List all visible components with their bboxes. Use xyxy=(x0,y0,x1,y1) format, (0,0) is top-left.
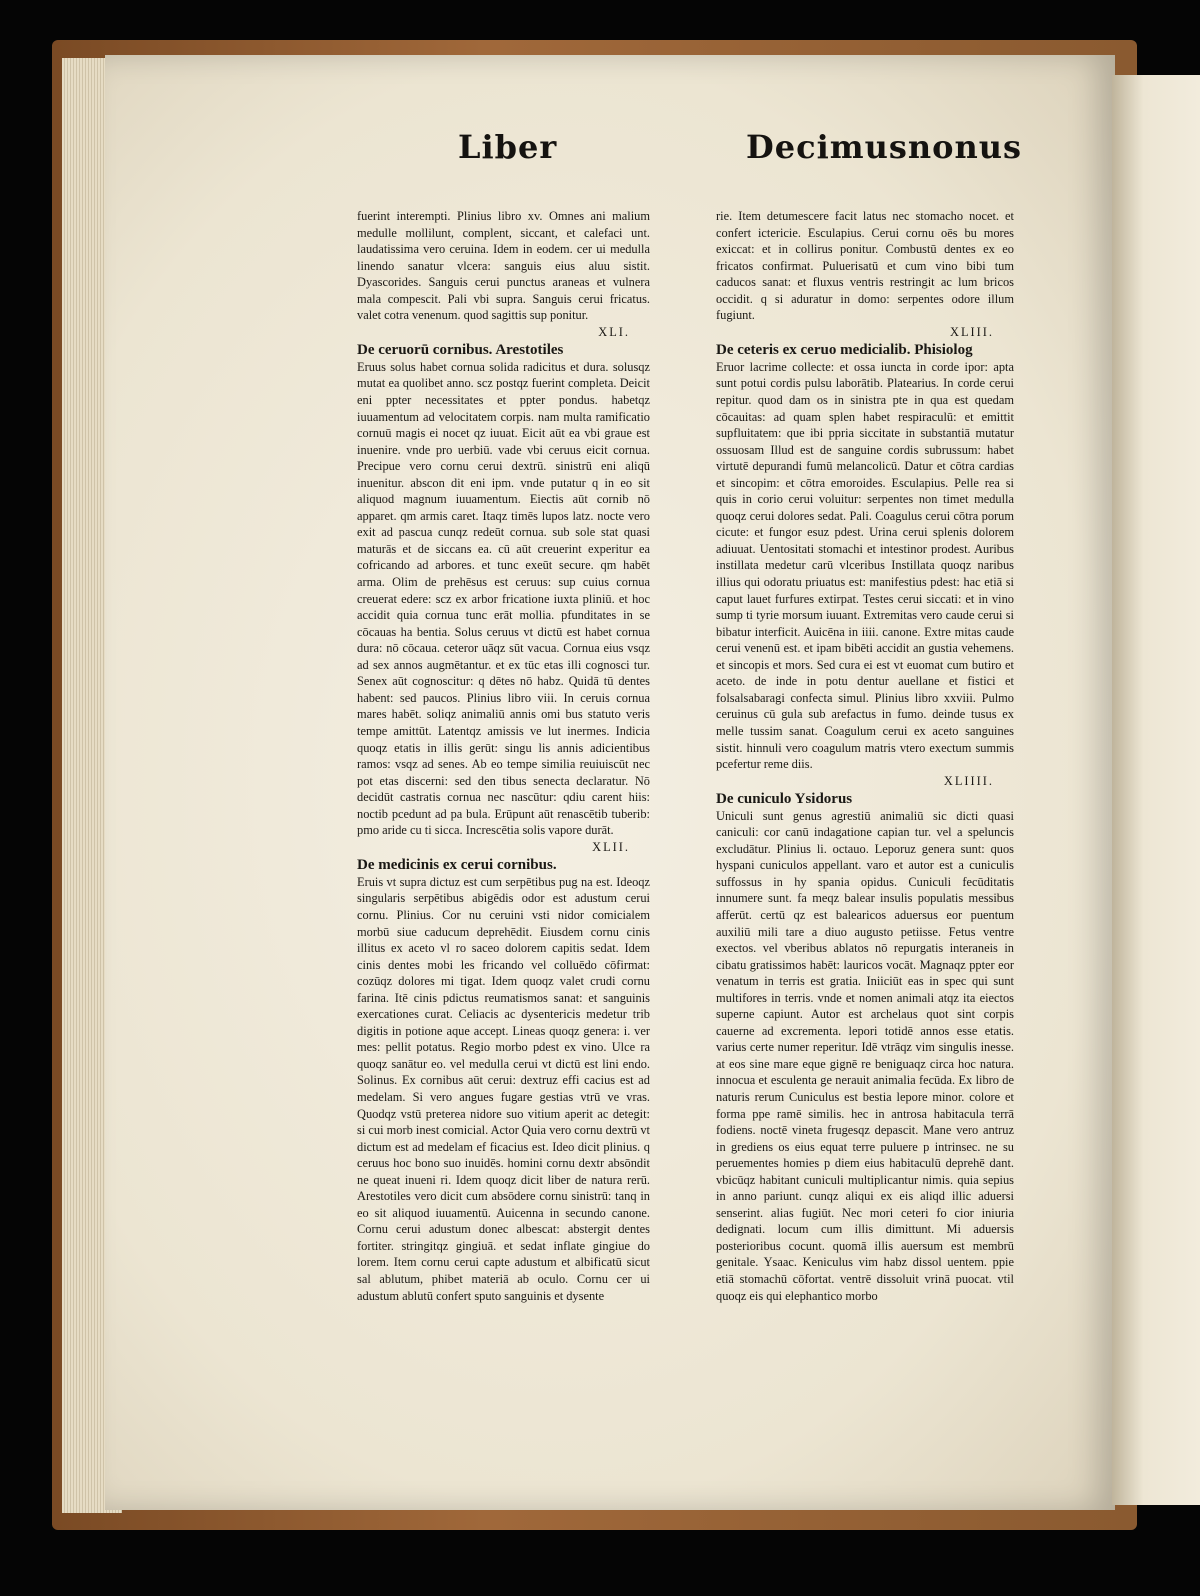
chapter-number: XLIII. xyxy=(950,324,994,339)
text-column-left xyxy=(357,208,650,1304)
paragraph: Uniculi sunt genus agrestiū animaliū sic dicti quasi caniculi: cor canū indagatione capian tur. vel a speluncis excludātur. Plinius li. octauo. Leporuz genera sunt: quos hyspani cuniculos appellant. varo et autor est a cuniculis suffossus in hy spania opidus. Cuniculi fecūditatis innumere sunt. fa meqz balear insulis populatis messibus afferūt. certū qz est balearicos aduersus eor puentum auxiliū mili tare a diuo augusto petiisse. Fetus ventre exectos. vel vberibus ablatos nō repurgatis interaneis in cibatu gratissimos habēt: lauricos vocāt. Magnaqz ppter eor venatum in terris est gratia. Iniiciūt eas in spec qui sunt multifores in terris. vnde et nomen animali atqz ita eiectos superne capiunt. Autor est archelaus quot sint corpis cauerne ad excrementa. lepori totidē annos esse etatis. varius certe numer reperitur. Idē vtrāqz vim singulis inesse. at eos sine mare eque gignē re beniguaqz circa hoc natura. innocua et esculenta ge nerauit animalia fecūda. Ex libro de naturis rerum Cuniculus est bestia lepore minor. colore et forma ppe ramē similis. hec in antrosa habitacula terrā fodiens. noctē vineta frugesqz depascit. Mane vero antruz in grediens os eius equat terre puluere p intrinsec. ne su peruementes homies p diem eius habitaculū deprehē dant. vbicūqz habitant cuniculi multiplicantur nimis. quia sepius in anno pariunt. cunqz aliqui ex eis aliqd illic aduersi senserint. alias fugiūt. Nec mori ceteri fo cior iniuria dedignati. locum cum illis dimittunt. Mi aduersis posterioribus cocunt. quomā illis auersum est membrū genitale. Ysaac. Keniculus vim habz dissol uentem. ppie etiā stomachū cōfortat. ventrē dissoluit vrinā puocat. vtil quoqz eis qui elephantico morbo xyxy=(716,808,1014,1303)
paragraph: fuerint interempti. Plinius libro xv. Omnes ani malium medulle mollilunt, complent, siccant, et calefaci unt. laudatissima vero ceruina. Idem in eodem. cer ui medulla linendo sanatur vlcera: sanguis eius aluu sistit. Dyascorides. Sanguis cerui punctus araneas et vulnera mala compescit. Pali vbi supra. Sanguis cerui fricatus. valet cotra venenum. quod sagittis sup ponitur. xyxy=(357,209,650,323)
paragraph: Eruis vt supra dictuz est cum serpētibus pug na est. Ideoqz singularis serpētibus abigēdis odor est adustum cerui cornu. Plinius. Cor nu ceruini vsti nidor comicialem morbū siue caducum deprehēdit. Eiusdem cornu cinis illitus ex aceto vl ro saceo dolorem capitis sedat. Idem cinis dentes mobi les fricando vel colluēdo cōfirmat: cozūqz dolores mi tigat. Idem quoqz valet crudi cornu farina. Itē cinis pdictus reumatismos sanat: et sanguinis exercationes curat. Celiacis ac dysentericis medetur trib digitis in potione aque accept. Lineas quoqz genera: i. ver mes: pellit potatus. Regio morbo pdest ex vino. Ulce ra quoqz sanātur eo. vel medulla cerui vt dictū est lini endo. Solinus. Ex cornibus aūt cerui: dextruz effi cacius est ad medelam. Si vero angues fugare gestias vtrū ve vras. Quodqz vstū preterea nidore suo vitium aperit ac detegit: si cui morb inest comicial. Actor Quia vero cornu dextrū vt dictum est ad medelam ef ficacius est. Ideo dicit plinius. q ceruus hoc bono suo inuidēs. homini cornu dextr absōndit ne queat inueni ri. Idem quoqz dicit liber de natura rerū. Arestotiles vero dicit cum absōdere cornu sinistrū: tanq in eo sit aliquod iuuamentū. Auicenna in secundo canone. Cornu cerui adustum donec albescat: abstergit dentes fortiter. stringitqz gingiuā. et sedat inflate gingiue do lorem. Item cornu cerui capte adustum et albificatū sicut sal ablutum, phibet materiā ab oculo. Cornu cer ui adustum ablutū confert sputo sanguinis et dysente xyxy=(357,874,650,1303)
chapter-heading: De ceteris ex ceruo medicialib. Phisiolog xyxy=(716,342,973,359)
chapter-heading: De cuniculo Ysidorus xyxy=(716,791,853,808)
paragraph: rie. Item detumescere facit latus nec stomacho nocet. et confert ictericie. Esculapius. Cerui cornu oēs bu mores exiccat: et in collirus ponitur. Combustū dentes ex eo fricatos confirmat. Puluerisatū et cum vino bibi tum caducos sanat: et fluxus ventris restringit ac lum bricos occidit. q si aduratur in domo: serpentes odore illum fugiunt. xyxy=(716,209,1014,323)
chapter-number: XLIIII. xyxy=(943,773,994,788)
chapter-number: XLII. xyxy=(592,839,630,854)
running-head-left: Liber xyxy=(458,128,558,166)
facing-page-edge xyxy=(1112,75,1200,1505)
text-column-right xyxy=(716,208,1014,1304)
chapter-heading: De medicinis ex cerui cornibus. xyxy=(357,857,557,874)
running-head-right: Decimusnonus xyxy=(746,128,1023,166)
paragraph: Eruus solus habet cornua solida radicitus et dura. solusqz mutat ea quolibet anno. scz postqz fuerint completa. Deicit eni ppter necessitates et ppter pondus. habetqz iuuamentum ad velocitatem corpis. nam multa ramificatio cornuū magis ei nocet qz iuuat. Eicit aūt ea vbi graue est inuenire. vnde pro uerbiū. vade vbi ceruus eicit cornua. Precipue vero cornu cerui dextrū. sinistrū eni aliqū inuenitur. abscon dit eni ipm. vnde putatur q in eo sit aliquod magnum iuuamentum. Eiectis aūt cornib nō apparet. qm armis caret. Itaqz timēs lupos latz. nocte vero exit ad pascua cunqz redeūt cornua. sub sole stat quasi maturās et de siccans ea. cū aūt creuerint experitur ea cofricando ad arbores. et tunc exeūt secure. qm habēt arma. Olim de prehēsus est ceruus: sup cuius cornua creuerat edere: scz ex arbor fricatione iuxta pliniū. et hoc accidit quia cornua tunc erāt mollia. pfunditates in se cōcauas ha bentia. Solus ceruus vt dictū est habet cornua dura: nō cōcaua. ceteror uāqz sūt vacua. Cornua eius vsqz ad sex annos augmētantur. et ex tūc etas illi cognosci tur. Senex aūt cognoscitur: q dētes nō habz. Quidā tū dentes habent: sed paucos. Plinius libro viii. In ceruis cornua mares habēt. soliqz animaliū annis omi bus statuto veris tempe amittūt. Latentqz amissis ve lut inermes. Indicia quoqz etatis in illis gerūt: singu lis annis adicientibus ramos: vsqz ad senes. Ab eo tempe similia reuiuiscūt nec pot etas discerni: sed den tibus senecta declaratur. Nō decidūt castratis cornua nec nascūtur: qdiu carent hiis: noctib pcedunt ad pa bula. Erūpunt aūt renascētib tuberib: pmo aride cu ti sicca. Increscētia solis vapore durāt. xyxy=(357,359,650,838)
chapter-heading: De ceruorū cornibus. Arestotiles xyxy=(357,342,564,359)
paragraph: Eruor lacrime collecte: et ossa iuncta in corde ipor: apta sunt potui cordis pulsu laborātib. Platearius. In corde cerui repitur. quod dam os in sinistra pte in qua est quedam cōcauitas: ad quam splen habet respiraculū: et emittit supfluitatem: que ibi ppria siccitate in substantiā mutatur ossuosam Illud est de sanguine cordis subrussum: habet virtutē depurandi fumū melancolicū. Datur et cōtra cardias et sincopim: et cōtra emoroides. Esculapius. Pelle rea si quis in corio cerui voluitur: serpentes non timet medulla quoqz cerui dolores sedat. Pali. Coagulus cerui cōtra porum cicute: et fungor esuz pdest. Urina cerui splenis dolorem adiuuat. Uentositati stomachi et intestinor prodest. Auribus instillata medetur carū vlceribus Instillata quoqz naribus illius qui odoratu priuatus est: manifestius pdest: hac etiā si caput lauet furfures extirpat. Testes cerui siccati: et in vino sump ti tyrie morsum iuuant. Extremitas vero caude cerui si bibatur interficit. Auicēna in iiii. canone. Extre mitas caude cerui venenū est. et ipam bibēti accidit an gustia vehemens. et sincopis et mors. Sed cura ei est vt euomat cum butiro et aceto. de inde in potu dentur auellane et fistici et folsalsabaragi confecta simul. Plinius libro xxviii. Pulmo ceruinus cū gula sub arefactus in fumo. deinde tusus ex melle tussim sanat. Coagulum cerui ex aceto sanguines sistit. hinnuli vero coagulum matris vtero exectum summis pcefertur reme diis. xyxy=(716,359,1014,772)
chapter-number: XLI. xyxy=(598,324,630,339)
